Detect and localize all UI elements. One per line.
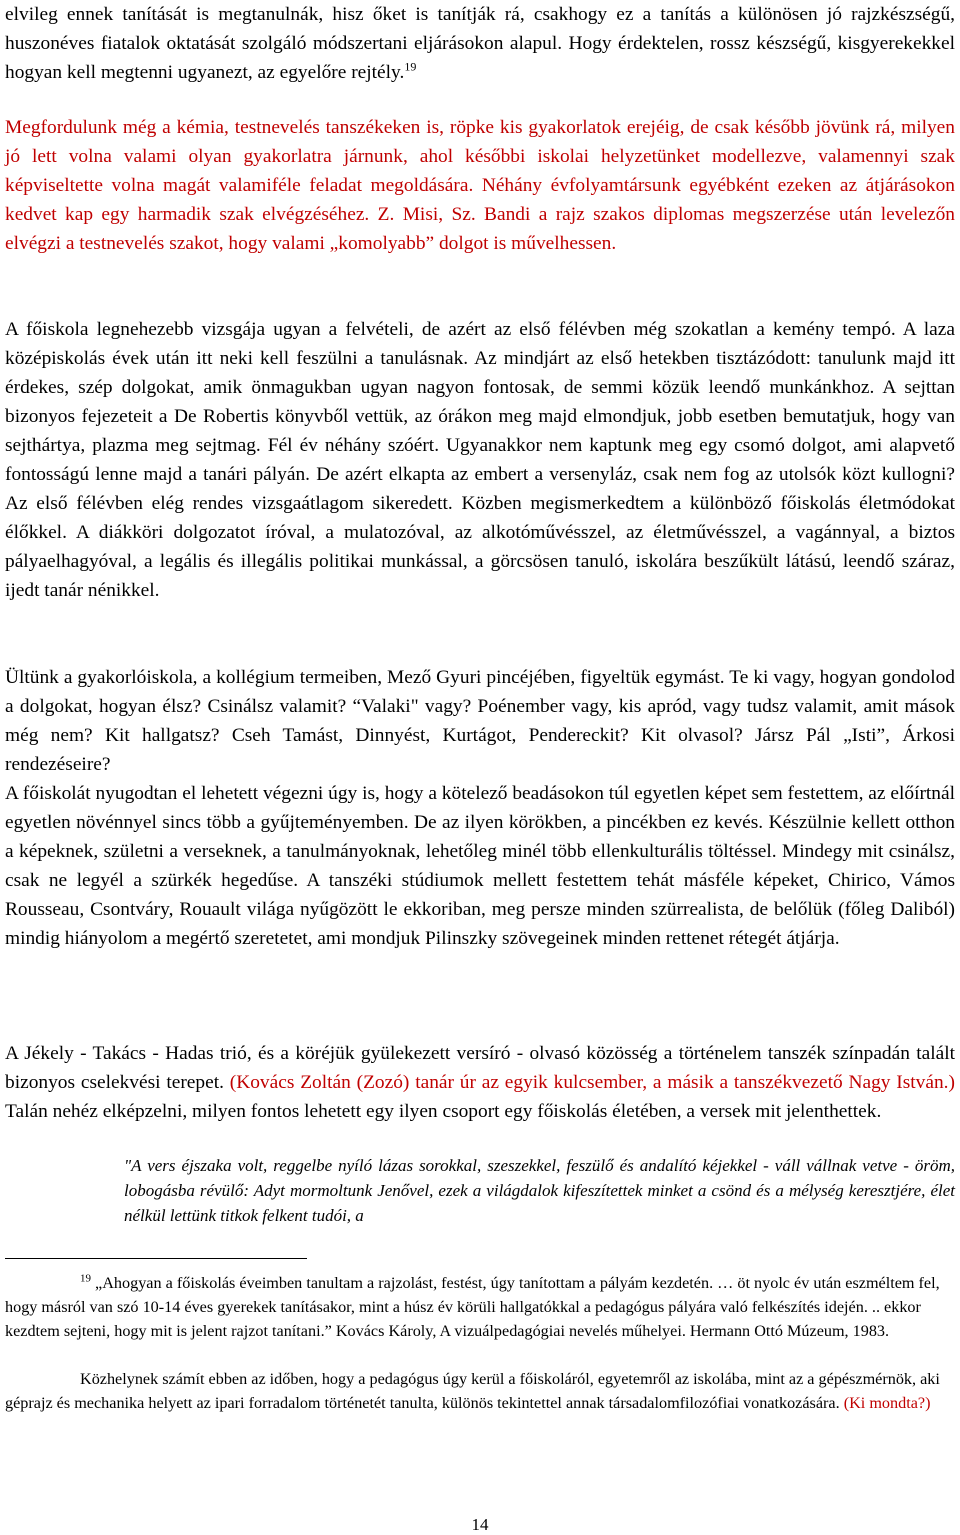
paragraph-2-text: Megfordulunk még a kémia, testnevelés tanszékeken is, röpke kis gyakorlatok erejéig, de csak később jövünk rá, milyen jó lett volna valami olyan gyakorlatra járnunk, ahol későbbi iskolai helyzetünket modellezve, valamennyi szak képviseltette volna magát valamiféle feladat megoldására. Néhány évfolyamtársunk egyébként ezeken az átjárásokon kedvet kap egy harmadik szak elvégzéséhez. Z. Misi, Sz. Bandi a rajz szakos diplomas megszerzése után levelezőn elvégzi a testnevelés szakot, hogy valami „komolyabb” dolgot is művelhessen. [5,117,955,254]
verse-quote [124,1153,955,1228]
paragraph-5-text: A főiskolát nyugodtan el lehetett végezni úgy is, hogy a kötelező beadásokon túl egyetlen képet sem festettem, az előírtnál egyetlen növénnyel sincs több a gyűjteményemben. De az ilyen körökben, a pincékben ez kevés. Készülnie kellett otthon a képeknek, születni a verseknek, a tanulmányoknak, lehetőleg minél több ellenkulturális töltéssel. Mindegy mit csinálsz, csak ne legyél a szürkék hegedűse. A tanszéki stúdiumok mellett festettem tehát másféle képeket, Chirico, Vámos Rousseau, Csontváry, Rouault világa nyűgözött le ekkoriban, meg persze minden szürrealista, de belőlük (főleg Daliból) mindig hiányolom a megértő szeretetet, ami mondjuk Pilinszky szövegeinek minden rettenet rétegét átjárja. [5,783,955,949]
paragraph-4 [5,663,955,779]
paragraph-6-text-before: A Jékely - Takács - Hadas trió, és a köréjük gyülekezett versíró - olvasó közösség a történelem tanszék színpadán talált bizonyos cselekvési terepet. [5,1043,955,1093]
paragraph-2-highlighted [5,113,955,258]
paragraph-6-text-after: Talán nehéz elképzelni, milyen fontos lehetett egy ilyen csoport egy főiskolás életében, a versek mit jelenthettek. [5,1101,882,1122]
footnote-19 [5,1271,955,1343]
paragraph-1-text: elvileg ennek tanítását is megtanulnák, hisz őket is tanítják rá, csakhogy ez a tanítás a különösen jó rajzkészségű, huszonéves fiatalok oktatását szolgáló módszertani eljárásokon alapul. Hogy érdektelen, rossz készségű, kisgyerekekkel hogyan kell megtenni ugyanezt, az egyelőre rejtély. [5,4,955,83]
paragraph-4-text: Ültünk a gyakorlóiskola, a kollégium termeiben, Mező Gyuri pincéjében, figyeltük egymást. Te ki vagy, hogyan gondolod a dolgokat, hogyan élsz? Csinálsz valamit? “Valaki" vagy? Poénember vagy, kis apród, vagy tudsz valamit, amit mások még nem? Kit hallgatsz? Cseh Tamást, Dinnyést, Kurtágot, Pendereckit? Kit olvasol? Jársz Pál „Isti”, Árkosi rendezéseire? [5,667,955,775]
page-number: 14 [471,1515,489,1534]
paragraph-3-text: A főiskola legnehezebb vizsgája ugyan a felvételi, de azért az első félévben még szokatlan a kemény tempó. A laza középiskolás évek után itt neki kell feszülni a tanulásnak. Az mindjárt az első hetekben tisztázódott: tanulunk majd itt érdekes, szép dolgokat, amik önmagukban ugyan nagyon fontosak, de semmi közük leendő munkánkhoz. A sejttan bizonyos fejezeteit a De Robertis könyvből vettük, az órákon meg majd elmondjuk, jobb esetben bemutatjuk, hogy van sejthártya, plazma meg sejtmag. Fél év néhány szóért. Ugyanakkor nem kaptunk meg egy csomó dolgot, ami alapvető fontosságú lenne majd a tanári pályán. De azért elkapta az embert a versenyláz, csak nem fog az utolsók közt kullogni? Az első félévben elég rendes vizsgaátlagom sikeredett. Közben megismerkedtem a különböző főiskolás életmódokat élőkkel. A diákköri dolgozatot íróval, a mulatozóval, az alkotóművésszel, az életművésszel, a vagánnyal, a biztos pályaelhagyóval, a legális és illegális politikai munkással, a görcsösen tanuló, iskolára beszűkült látású, leendő száraz, ijedt tanár nénikkel. [5,319,955,601]
footnote-mark: 19 [80,1272,91,1285]
footnote-ref-19[interactable]: 19 [404,59,417,74]
footnote-highlighted: (Ki mondta?) [843,1394,931,1412]
verse-quote-text: "A vers éjszaka volt, reggelbe nyíló lázas sorokkal, szeszekkel, feszülő és andalító kéjekkel - váll vállnak vetve - öröm, lobogásba révülő: Adyt mormoltunk Jenővel, ezek a világdalok kifeszítettek minket a csönd és a mélység keresztjére, élet nélkül lettünk titkok felkent tudói, a [124,1156,955,1225]
paragraph-6-highlighted: (Kovács Zoltán (Zozó) tanár úr az egyik kulcsember, a másik a tanszékvezető Nagy István.) [229,1072,955,1093]
footnote-19-continued [5,1367,955,1415]
paragraph-1 [5,0,955,87]
paragraph-3 [5,315,955,605]
footnote-19-continued-text: Közhelynek számít ebben az időben, hogy a pedagógus úgy kerül a főiskoláról, egyetemről az iskolába, mint az a gépészmérnök, aki géprajz és mechanika helyett az ipari forradalom történetét tanulta, különös tekintettel annak társadalomfilozófiai vonatkozására. [5,1370,940,1412]
footnote-19-text: „Ahogyan a főiskolás éveimben tanultam a rajzolást, festést, úgy tanítottam a pályám kezdetén. … öt nyolc év után eszméltem fel, hogy másról van szó 10-14 éves gyerekek tanításakor, mint a húsz év körüli hallgatókkal a pedagógus pályára való felkészítés idején. .. ekkor kezdtem sejteni, hogy mit is jelent rajzot tanítani.” Kovács Károly, A vizuálpedagógiai nevelés műhelyei. Hermann Ottó Múzeum, 1983. [5,1274,940,1340]
paragraph-6 [5,1039,955,1126]
paragraph-5 [5,779,955,953]
footnote-separator [5,1258,307,1259]
